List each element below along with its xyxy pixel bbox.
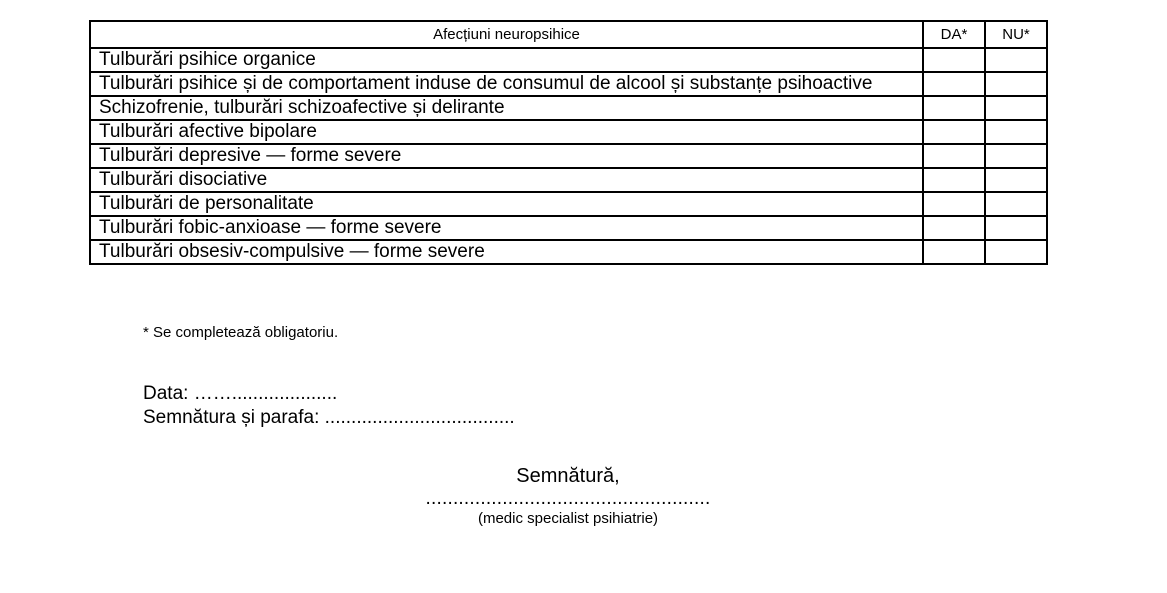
table-row xyxy=(90,216,1047,240)
yes-checkbox-cell[interactable] xyxy=(923,216,985,240)
yes-checkbox-cell[interactable] xyxy=(923,72,985,96)
condition-label: Tulburări psihice organice xyxy=(90,48,923,72)
no-checkbox-cell[interactable] xyxy=(985,96,1047,120)
condition-label: Schizofrenie, tulburări schizoafective și delirante xyxy=(90,96,923,120)
no-checkbox-cell[interactable] xyxy=(985,48,1047,72)
condition-label: Tulburări depresive — forme severe xyxy=(90,144,923,168)
no-checkbox-cell[interactable] xyxy=(985,216,1047,240)
header-no: NU* xyxy=(985,21,1047,48)
no-checkbox-cell[interactable] xyxy=(985,168,1047,192)
table-row xyxy=(90,48,1047,72)
condition-label: Tulburări psihice și de comportament induse de consumul de alcool și substanțe psihoactive xyxy=(90,72,923,96)
yes-checkbox-cell[interactable] xyxy=(923,240,985,264)
no-checkbox-cell[interactable] xyxy=(985,120,1047,144)
yes-checkbox-cell[interactable] xyxy=(923,96,985,120)
psychiatrist-signature-block xyxy=(400,464,736,528)
condition-label: Tulburări de personalitate xyxy=(90,192,923,216)
condition-label: Tulburări obsesiv-compulsive — forme severe xyxy=(90,240,923,264)
table-row xyxy=(90,72,1047,96)
yes-checkbox-cell[interactable] xyxy=(923,192,985,216)
condition-label: Tulburări fobic-anxioase — forme severe xyxy=(90,216,923,240)
signature-field[interactable]: .................................................... xyxy=(425,488,711,509)
yes-checkbox-cell[interactable] xyxy=(923,144,985,168)
condition-label: Tulburări afective bipolare xyxy=(90,120,923,144)
table-row xyxy=(90,192,1047,216)
table-row xyxy=(90,96,1047,120)
mandatory-footnote: * Se completează obligatoriu. xyxy=(143,324,339,341)
header-conditions: Afecțiuni neuropsihice xyxy=(90,21,923,48)
yes-checkbox-cell[interactable] xyxy=(923,168,985,192)
no-checkbox-cell[interactable] xyxy=(985,192,1047,216)
yes-checkbox-cell[interactable] xyxy=(923,48,985,72)
yes-checkbox-cell[interactable] xyxy=(923,120,985,144)
signer-role: (medic specialist psihiatrie) xyxy=(477,510,659,527)
signature-title: Semnătură, xyxy=(516,465,620,487)
condition-label: Tulburări disociative xyxy=(90,168,923,192)
no-checkbox-cell[interactable] xyxy=(985,144,1047,168)
date-field[interactable]: Data: …….................... xyxy=(143,383,338,404)
table-row xyxy=(90,120,1047,144)
no-checkbox-cell[interactable] xyxy=(985,72,1047,96)
header-yes: DA* xyxy=(923,21,985,48)
no-checkbox-cell[interactable] xyxy=(985,240,1047,264)
table-header-row xyxy=(90,21,1047,48)
neuropsychiatric-conditions-table xyxy=(89,20,1048,265)
table-row xyxy=(90,144,1047,168)
table-row xyxy=(90,168,1047,192)
table-row xyxy=(90,240,1047,264)
signature-stamp-field[interactable]: Semnătura și parafa: .................................... xyxy=(143,407,515,428)
